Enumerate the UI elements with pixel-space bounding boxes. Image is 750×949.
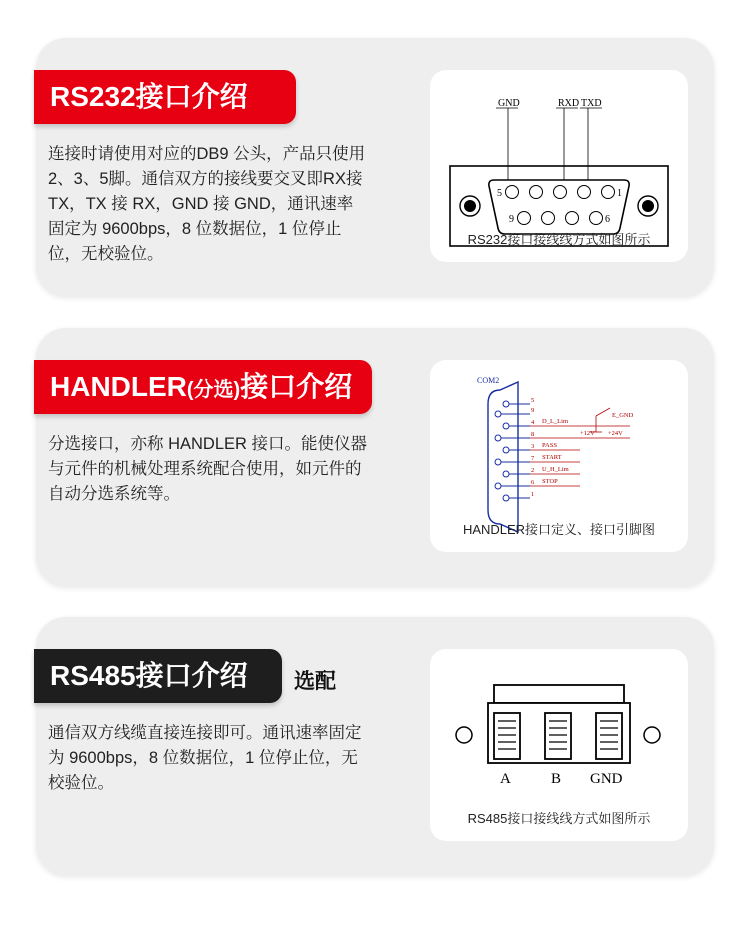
pin6-label: 6 — [605, 214, 610, 225]
rs485-title: RS485接口介绍 — [34, 649, 282, 703]
pin-label-7: 7 — [531, 455, 535, 462]
pin-label-6: 6 — [531, 479, 535, 486]
terminal-gnd-label: GND — [590, 771, 623, 787]
rs232-card — [36, 38, 714, 296]
handler-title-paren: (分选) — [186, 379, 241, 401]
signal-u-h-lim: U_H_Lim — [542, 466, 569, 473]
handler-title-suffix: 接口介绍 — [240, 371, 353, 402]
pin-label-3: 3 — [531, 443, 535, 450]
pin9-label: 9 — [509, 214, 514, 225]
pin-label-8: 8 — [531, 431, 535, 438]
handler-description: 分选接口，亦称 HANDLER 接口。能使仪器与元件的机械处理系统配合使用，如元件的自动分选系统等。 — [48, 435, 368, 503]
terminal-a-label: A — [500, 771, 511, 787]
signal-start: START — [542, 454, 562, 461]
optional-tag: 选配 — [294, 670, 336, 693]
rs485-caption: RS485接口接线线方式如图所示 — [467, 811, 651, 826]
pin-label-5: 5 — [531, 397, 535, 404]
rs485-diagram-box — [430, 649, 688, 841]
handler-card — [36, 328, 714, 586]
rs232-diagram-box — [430, 70, 688, 262]
handler-caption: HANDLER接口定义、接口引脚图 — [462, 522, 656, 537]
rs485-description: 通信双方线缆直接连接即可。通讯速率固定为 9600bps，8 位数据位，1 位停止位，无校验位。 — [48, 724, 362, 792]
signal-pass: PASS — [542, 442, 557, 449]
pin-label-9: 9 — [531, 407, 535, 414]
pin1-label: 1 — [617, 188, 622, 199]
power-24v: +24V — [608, 430, 623, 437]
rxd-label: RXD — [558, 98, 580, 109]
pin5-label: 5 — [497, 188, 502, 199]
rs232-title: RS232接口介绍 — [34, 70, 296, 124]
handler-title-main: HANDLER — [50, 371, 187, 402]
gnd-label: GND — [498, 98, 520, 109]
pin-label-2: 2 — [531, 467, 535, 474]
rs232-description: 连接时请使用对应的DB9 公头，产品只使用2、3、5脚。通信双方的接线要交叉即RX接TX，TX 接 RX，GND 接 GND，通讯速率固定为 9600bps，8 位数据位，1 位停止位，无校验位。 — [48, 145, 366, 263]
com2-label: COM2 — [477, 376, 500, 385]
terminal-b-label: B — [551, 771, 562, 787]
handler-diagram-box — [430, 360, 688, 552]
handler-title — [34, 360, 372, 414]
rs485-card — [36, 617, 714, 875]
signal-stop: STOP — [542, 478, 558, 485]
pin-label-4: 4 — [531, 419, 535, 426]
signal-d-l-lim: D_L_Lim — [542, 418, 568, 425]
pin-label-1: 1 — [531, 491, 535, 498]
power-e-gnd: E_GND — [612, 412, 634, 419]
txd-label: TXD — [581, 98, 602, 109]
rs232-caption: RS232接口接线线方式如图所示 — [467, 232, 651, 247]
power-12v: +12V — [580, 430, 595, 437]
